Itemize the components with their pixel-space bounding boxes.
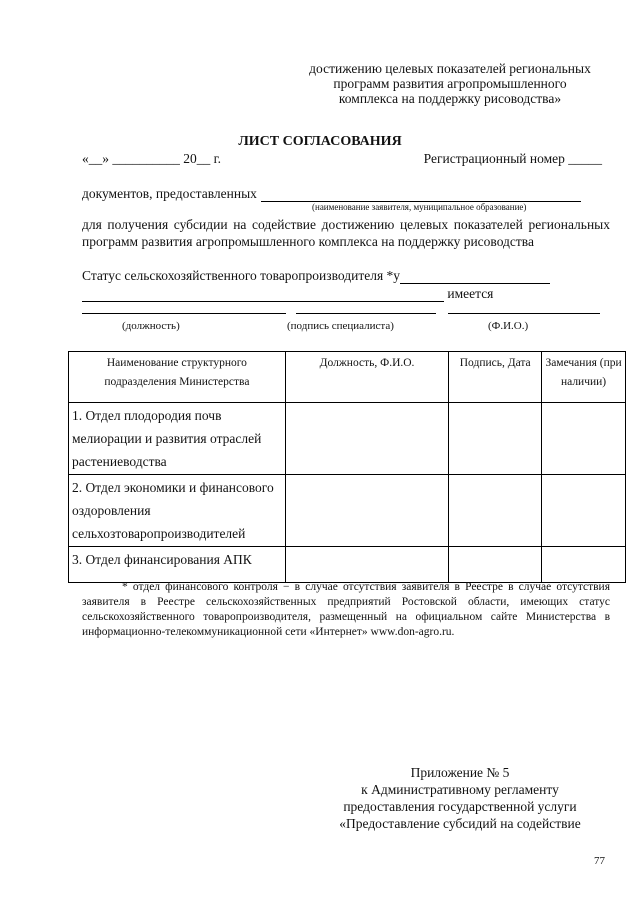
header-line: комплекса на поддержку рисоводства» [338, 91, 562, 106]
name-blank [448, 312, 600, 314]
exists-line [82, 286, 610, 302]
signature-lines [82, 312, 602, 316]
remarks-cell [542, 403, 626, 475]
header-line: достижению целевых показателей региональных [309, 61, 591, 76]
position-label: (должность) [122, 320, 180, 332]
signature-cell [449, 475, 542, 547]
appendix-line: к Административному регламенту [361, 782, 559, 797]
table-header-row [69, 352, 626, 403]
column-header: Должность, Ф.И.О. [285, 352, 449, 403]
appendix-line: Приложение № 5 [410, 765, 510, 780]
signature-cell [449, 403, 542, 475]
position-cell [285, 475, 449, 547]
position-blank [82, 312, 286, 314]
appendix-heading [310, 764, 610, 832]
registration-number: Регистрационный номер _____ [423, 151, 602, 166]
status-label: Статус сельскохозяйственного товаропроизводителя *у [82, 268, 401, 283]
date-line: «__» __________ 20__ г. [82, 151, 222, 166]
document-title: ЛИСТ СОГЛАСОВАНИЯ [238, 134, 402, 149]
applicant-note: (наименование заявителя, муниципальное образование) [312, 202, 527, 212]
remarks-cell [542, 547, 626, 583]
status-line [82, 268, 610, 284]
full-name-label: (Ф.И.О.) [488, 320, 529, 332]
header-line: программ развития агропромышленного [333, 76, 567, 91]
documents-provided-line [82, 186, 610, 202]
page-number: 77 [594, 855, 605, 867]
appendix-line: «Предоставление субсидий на содействие [339, 816, 581, 831]
department-cell: 3. Отдел финансирования АПК [69, 547, 286, 583]
position-cell [285, 547, 449, 583]
column-header: Подпись, Дата [449, 352, 542, 403]
position-cell [285, 403, 449, 475]
department-cell: 1. Отдел плодородия почв мелиорации и развития отраслей растениеводства [69, 403, 286, 475]
footnote: * отдел финансового контроля − в случае отсутствия заявителя в Реестре в случае отсутствия заявителя в Реестре сельскохозяйственных предприятий Ростовской области, имеющих статус сельскохозяйственного товаропроизводителя, размещенный на официальном сайте Министерства в информационно-телекоммуникационной сети «Интернет» www.don-agro.ru. [82, 581, 610, 638]
applicant-blank [261, 188, 581, 202]
table-row [69, 547, 626, 583]
table-row [69, 475, 626, 547]
signature-label: (подпись специалиста) [287, 320, 394, 332]
column-header: Замечания (при наличии) [542, 352, 626, 403]
exists-blank [82, 288, 444, 302]
status-blank [400, 270, 550, 284]
signature-blank [296, 312, 436, 314]
date-registration-row [82, 151, 602, 167]
department-cell: 2. Отдел экономики и финансового оздоровления сельхозтоваропроизводителей [69, 475, 286, 547]
remarks-cell [542, 475, 626, 547]
exists-label: имеется [447, 286, 494, 301]
signature-cell [449, 547, 542, 583]
table-row [69, 403, 626, 475]
approval-table [68, 351, 626, 583]
documents-label: документов, предоставленных [82, 186, 257, 201]
column-header: Наименование структурного подразделения Министерства [69, 352, 286, 403]
header-continuation [300, 61, 600, 106]
purpose-paragraph: для получения субсидии на содействие достижению целевых показателей региональных программ развития агропромышленного комплекса на поддержку рисоводства [82, 217, 610, 249]
appendix-line: предоставления государственной услуги [343, 799, 577, 814]
